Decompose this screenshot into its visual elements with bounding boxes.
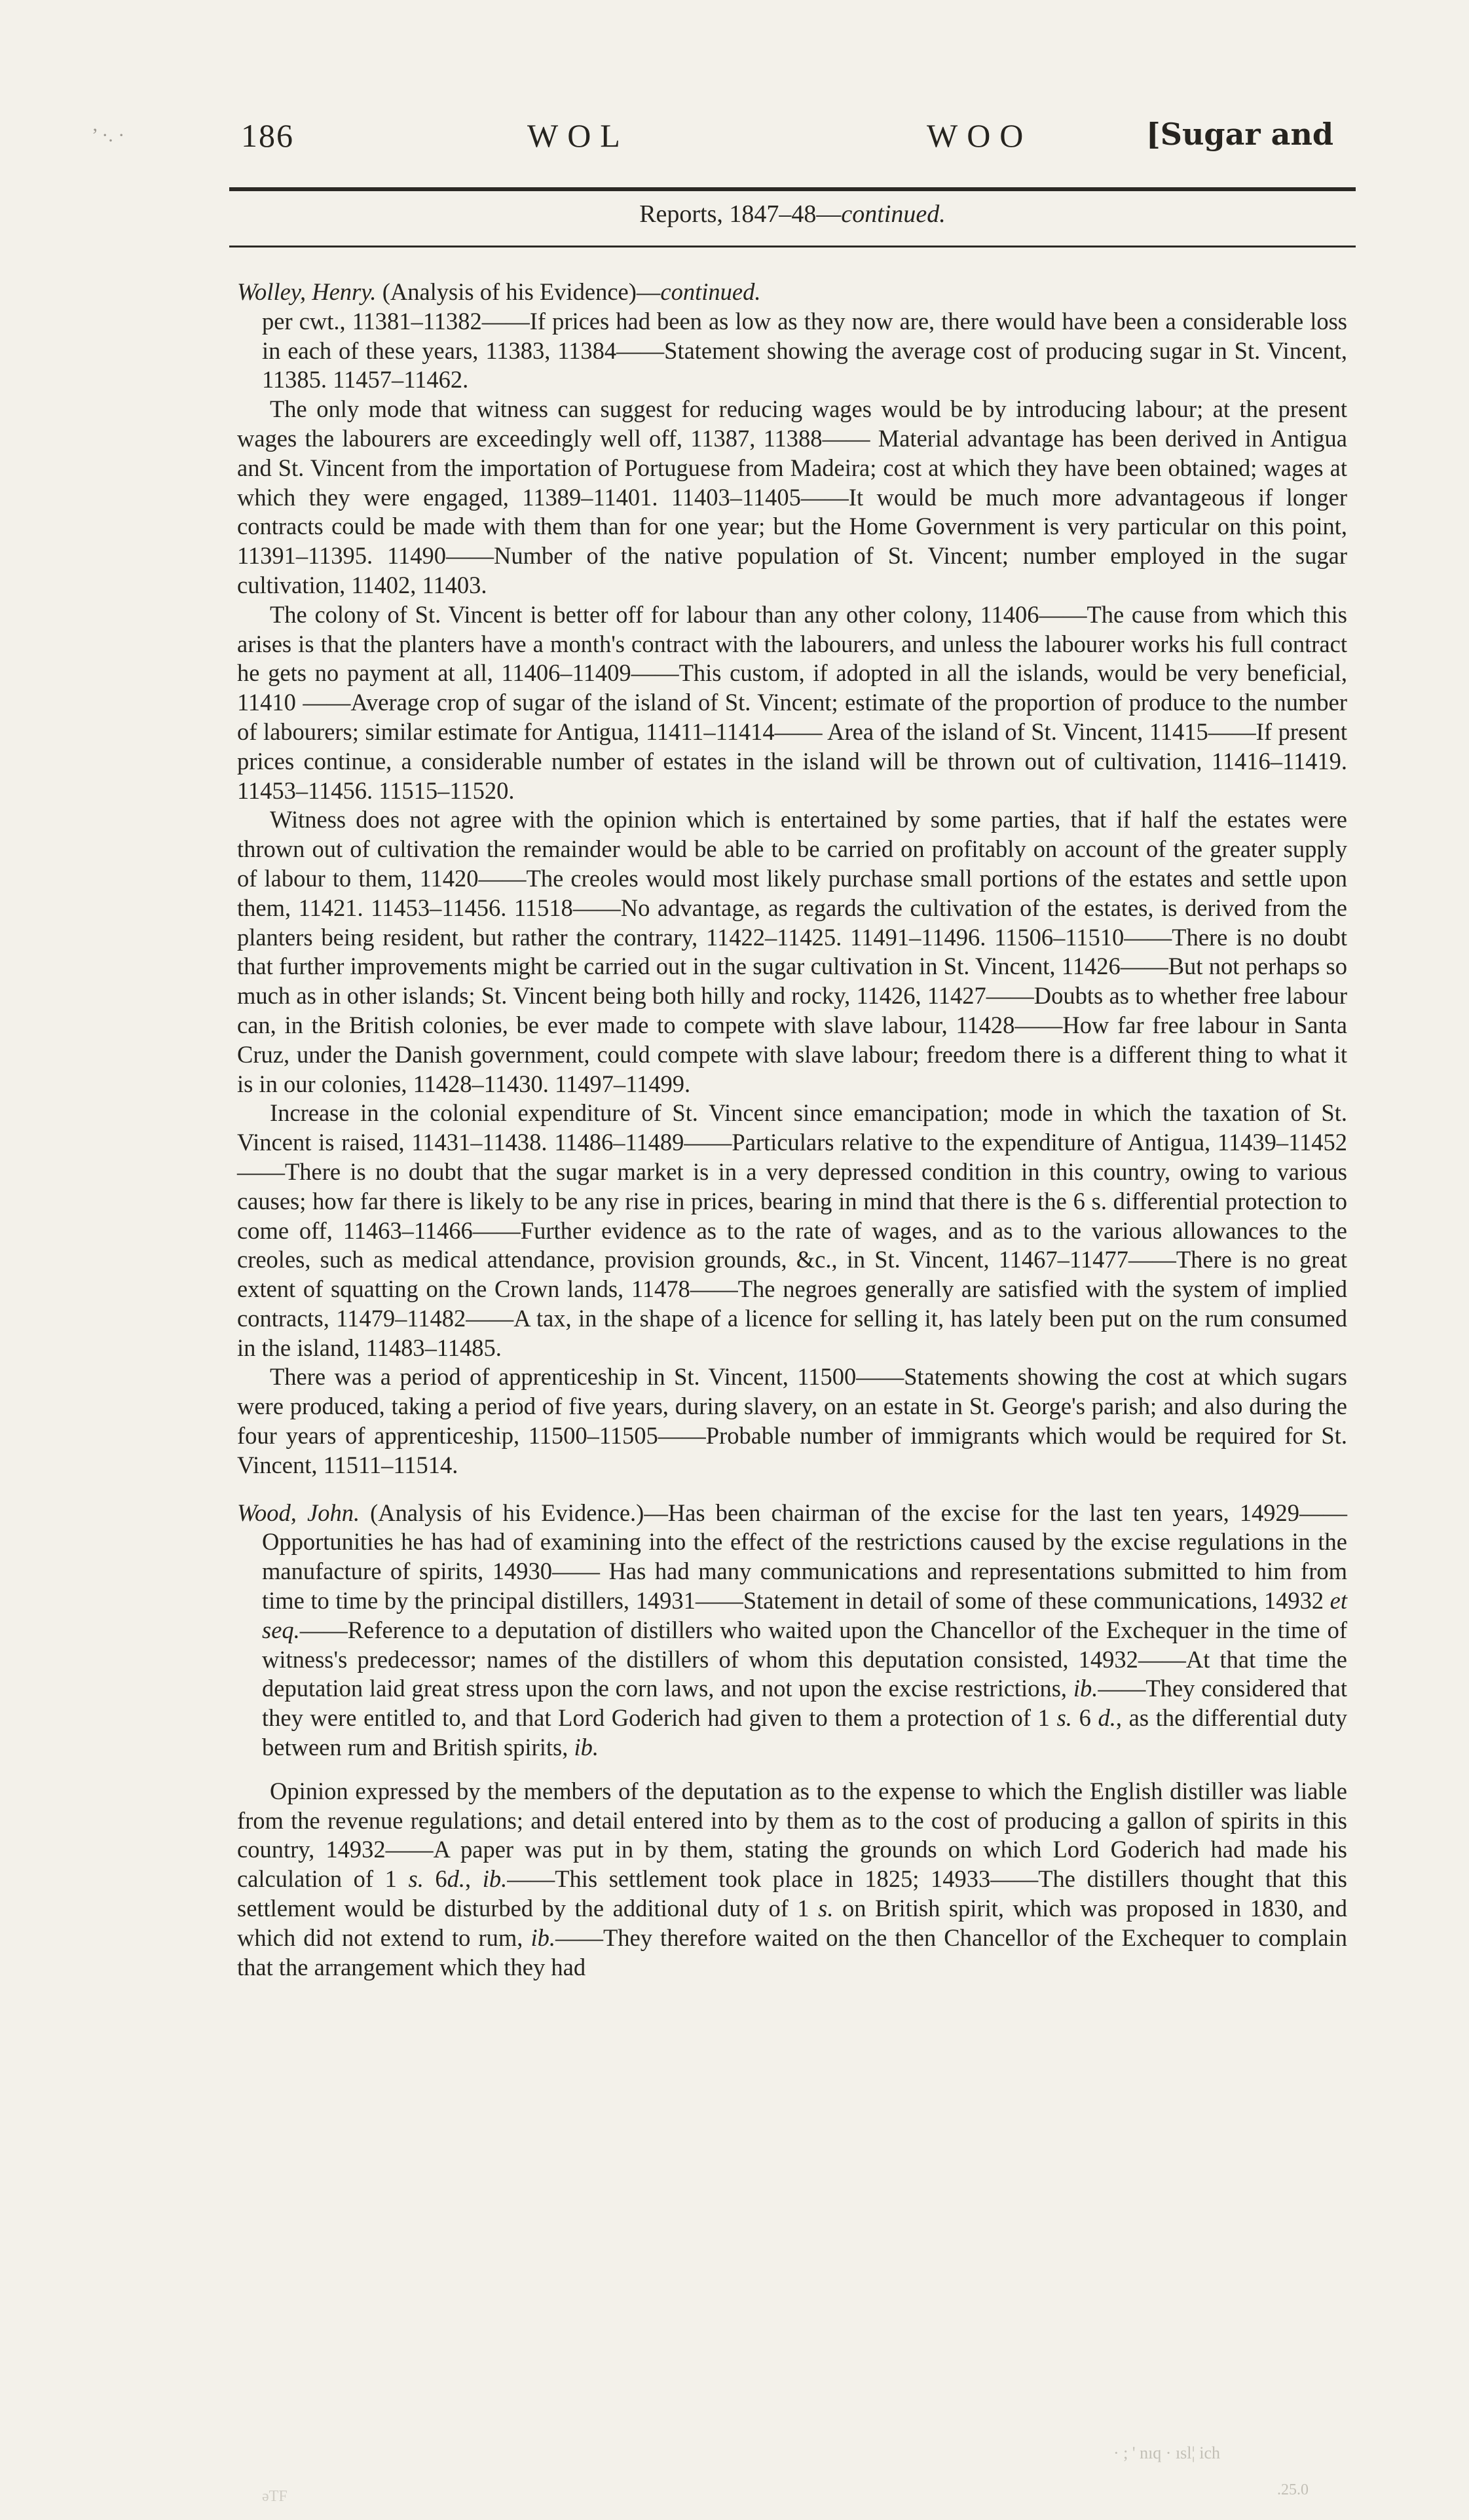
index-entry-wolley <box>237 278 1347 1480</box>
page-number: 186 <box>241 117 294 154</box>
margin-smudge: ’ ·. · <box>92 124 125 146</box>
entry-text: per cwt., 11381–11382——If prices had been as low as they now are, there would have been a considerable loss in each of these years, 11383, 11384——Statement showing the average cost of producing sugar in St. Vincent, 11385. 11457–11462. <box>262 307 1347 393</box>
subtitle-rule <box>229 246 1356 247</box>
bleed-through-text: · ; ' nıq · ısl¦ ich <box>1113 2443 1220 2462</box>
header-rule <box>229 187 1356 191</box>
entry-paragraph: The colony of St. Vincent is better off for labour than any other colony, 11406——The cause from which this arises is that the planters have a month's contract with the labourers, and unless the labourer works his full contract he gets no payment at all, 11406–11409——This custom, if adopted in all the islands, would be very beneficial, 11410 ——Average crop of sugar of the island of St. Vincent; estimate of the proportion of produce to the number of labourers; similar estimate for Antigua, 11411–11414—— Area of the island of St. Vincent, 11415——If present prices continue, a considerable number of estates in the island will be thrown out of cultivation, 11416–11419. 11453–11456. 11515–11520. <box>237 600 1347 804</box>
entry-gap <box>237 1480 1347 1499</box>
subtitle-text: Reports, 1847–48— <box>639 200 842 228</box>
bleed-through-text: əTF <box>262 2488 288 2505</box>
bleed-through-text: .25.0 <box>1277 2481 1309 2498</box>
entry-paragraph: The only mode that witness can suggest for reducing wages would be by introducing labour; at the present wages the labourers are exceedingly well off, 11387, 11388—— Material advantage has been derived in Antigua and St. Vincent from the importation of Portuguese from Madeira; cost at which they have been obtained; wages at which they were engaged, 11389–11401. 11403–11405——It would be much more advantageous if longer contracts could be made with them than for one year; but the Home Government is very particular on this point, 11391–11395. 11490——Number of the native population of St. Vincent; number employed in the sugar cultivation, 11402, 11403. <box>237 395 1347 598</box>
entry-intro: (Analysis of his Evidence)— <box>382 278 661 305</box>
paragraph-gap <box>237 1762 1347 1777</box>
entry-intro-continued: continued. <box>660 278 761 305</box>
running-header <box>229 117 1356 169</box>
page-subtitle <box>229 200 1356 228</box>
subtitle-continued: continued. <box>841 200 946 228</box>
entry-name: Wood, John. <box>237 1499 360 1526</box>
entry-paragraph: There was a period of apprenticeship in St. Vincent, 11500——Statements showing the cost at which sugars were produced, taking a period of five years, during slavery, on an estate in St. George's parish; and also during the four years of apprenticeship, 11500–11505——Probable number of immigrants which would be required for St. Vincent, 11511–11514. <box>237 1363 1347 1478</box>
left-index-heading: WOL <box>527 117 629 154</box>
index-body <box>237 278 1347 1982</box>
entry-name: Wolley, Henry. <box>237 278 377 305</box>
right-index-heading: WOO <box>927 117 1033 154</box>
entry-paragraph: Witness does not agree with the opinion which is entertained by some parties, that if half the estates were thrown out of cultivation the remainder would be able to be carried on profitably on account of the greater supply of labour to them, 11420——The creoles would most likely purchase small portions of the estates and settle upon them, 11421. 11453–11456. 11518——No advantage, as regards the cultivation of the estates, is derived from the planters being resident, but rather the contrary, 11422–11425. 11491–11496. 11506–11510——There is no doubt that further improvements might be carried out in the sugar cultivation in St. Vincent, 11426——But not perhaps so much as in other islands; St. Vincent being both hilly and rocky, 11426, 11427——Doubts as to whether free labour can, in the British colonies, be ever made to compete with slave labour, 11428——How far free labour in Santa Cruz, under the Danish government, could compete with slave labour; freedom there is a different thing to what it is in our colonies, 11428–11430. 11497–11499. <box>237 806 1347 1097</box>
entry-paragraph: Opinion expressed by the members of the deputation as to the expense to which the English distiller was liable from the revenue regulations; and detail entered into by them as to the cost of producing a gallon of spirits in this country, 14932——A paper was put in by them, stating the grounds on which Lord Goderich had made his calculation of 1 s. 6d., ib.——This settlement took place in 1825; 14933——The distillers thought that this settlement would be disturbed by the additional duty of 1 s. on British spirit, which was proposed in 1830, and which did not extend to rum, ib.——They therefore waited on the then Chancellor of the Exchequer to complain that the arrangement which they had <box>237 1777 1348 1981</box>
entry-paragraph: Increase in the colonial expenditure of St. Vincent since emancipation; mode in which the taxation of St. Vincent is raised, 11431–11438. 11486–11489——Particulars relative to the expenditure of Antigua, 11439–11452——There is no doubt that the sugar market is in a very depressed condition in this country, owing to various causes; how far there is likely to be any rise in prices, bearing in mind that there is the 6 s. differential protection to come off, 11463–11466——Further evidence as to the rate of wages, and as to the various allowances to the creoles, such as medical attendance, provision grounds, &c., in St. Vincent, 11467–11477——There is no great extent of squatting on the Crown lands, 11478——The negroes generally are satisfied with the system of implied contracts, 11479–11482——A tax, in the shape of a licence for selling it, has lately been put on the rum consumed in the island, 11483–11485. <box>237 1099 1347 1361</box>
entry-paragraph: Wood, John. (Analysis of his Evidence.)—Has been chairman of the excise for the last ten years, 14929——Opportunities he has had of examining into the effect of the restrictions caused by the excise regulations in the manufacture of spirits, 14930—— Has had many communications and representations submitted to him from time to time by the principal distillers, 14931——Statement in detail of some of these communications, 14932 et seq.——Reference to a deputation of distillers who waited upon the Chancellor of the Exchequer in the time of witness's predecessor; names of the distillers of whom this deputation consisted, 14932——At that time the deputation laid great stress upon the corn laws, and not upon the excise restrictions, ib.——They considered that they were entitled to, and that Lord Goderich had given to them a protection of 1 s. 6 d., as the differential duty between rum and British spirits, ib. <box>237 1499 1348 1761</box>
section-heading: [Sugar and <box>1146 117 1334 152</box>
entry-paragraph <box>237 278 1347 395</box>
index-entry-wood <box>237 1499 1347 1982</box>
